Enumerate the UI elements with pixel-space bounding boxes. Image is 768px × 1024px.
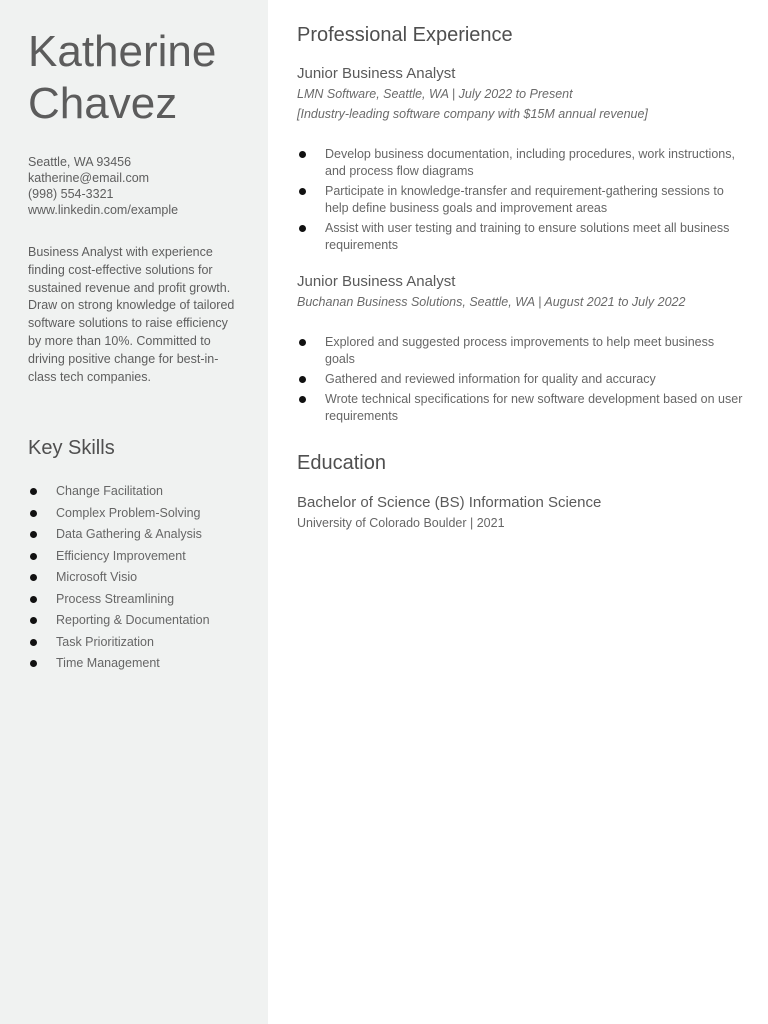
skill-item: [28, 483, 210, 505]
job-bullet: [297, 183, 747, 217]
job-bullets: [297, 334, 747, 428]
bullet-text: Gathered and reviewed information for quality and accuracy: [325, 372, 656, 386]
skills-list: [28, 483, 210, 677]
contact-email[interactable]: katherine@email.com: [28, 171, 150, 185]
bullet-icon: [299, 396, 306, 403]
skill-label: Process Streamlining: [56, 591, 175, 606]
skill-item: [28, 655, 210, 677]
skill-label: Time Management: [56, 656, 160, 670]
job-title: Junior Business Analyst: [297, 273, 456, 290]
bullet-icon: [299, 339, 306, 346]
bullet-icon: [30, 574, 37, 581]
skill-label: Task Prioritization: [56, 634, 154, 649]
bullet-icon: [299, 225, 306, 232]
skills-heading: Key Skills: [28, 437, 115, 459]
skill-item: [28, 526, 210, 548]
bullet-icon: [30, 553, 37, 560]
skill-label: Reporting & Documentation: [56, 613, 210, 627]
bullet-icon: [299, 188, 306, 195]
job-bullet: [297, 220, 747, 254]
candidate-name: [28, 26, 258, 130]
contact-location: Seattle, WA 93456: [28, 155, 132, 169]
job-bullet: [297, 371, 747, 388]
profile-summary: Business Analyst with experience finding cost-effective solutions for sustained revenue and profit growth. Draw on strong knowledge of tailored software solutions to raise efficiency by more than 10%. Committed to driving positive change for best-in-class tech companies.: [28, 245, 235, 384]
contact-linkedin[interactable]: www.linkedin.com/example: [28, 203, 179, 217]
skill-item: [28, 569, 210, 591]
name-last: Chavez: [28, 79, 178, 128]
skill-item: [28, 548, 210, 570]
job-company-note: [Industry-leading software company with $15M annual revenue]: [297, 107, 648, 121]
skill-item: [28, 634, 210, 656]
job-bullet: [297, 146, 747, 180]
job-bullet: [297, 334, 747, 368]
education-degree: Bachelor of Science (BS) Information Science: [297, 494, 602, 511]
bullet-icon: [30, 660, 37, 667]
bullet-icon: [30, 510, 37, 517]
skill-label: Efficiency Improvement: [56, 548, 186, 563]
bullet-text: Develop business documentation, including procedures, work instructions, and process flow diagrams: [325, 147, 735, 178]
education-heading: Education: [297, 452, 386, 474]
bullet-icon: [30, 531, 37, 538]
job-company-dates: LMN Software, Seattle, WA | July 2022 to Present: [297, 87, 573, 101]
job-company-dates: Buchanan Business Solutions, Seattle, WA | August 2021 to July 2022: [297, 295, 686, 309]
job-bullet: [297, 391, 747, 425]
skill-label: Microsoft Visio: [56, 570, 138, 584]
contact-info: [28, 154, 178, 218]
skill-label: Change Facilitation: [56, 484, 164, 498]
skill-label: Complex Problem-Solving: [56, 505, 201, 520]
bullet-icon: [30, 596, 37, 603]
job-bullets: [297, 146, 747, 257]
skill-label: Data Gathering & Analysis: [56, 527, 202, 541]
contact-phone: (998) 554-3321: [28, 187, 114, 201]
name-first: Katherine: [28, 27, 217, 76]
bullet-icon: [30, 488, 37, 495]
sidebar: [0, 0, 268, 1024]
bullet-text: Explored and suggested process improvements to help meet business goals: [325, 335, 715, 366]
skill-item: [28, 612, 210, 634]
skill-item: [28, 505, 210, 527]
bullet-text: Wrote technical specifications for new software development based on user requirements: [325, 392, 743, 423]
bullet-icon: [299, 376, 306, 383]
bullet-icon: [30, 617, 37, 624]
skill-item: [28, 591, 210, 613]
bullet-text: Assist with user testing and training to ensure solutions meet all business requirements: [325, 221, 730, 252]
job-title: Junior Business Analyst: [297, 65, 456, 82]
education-school: University of Colorado Boulder | 2021: [297, 516, 505, 530]
bullet-icon: [299, 151, 306, 158]
bullet-text: Participate in knowledge-transfer and requirement-gathering sessions to help define business goals and improvement areas: [325, 184, 724, 215]
experience-heading: Professional Experience: [297, 24, 513, 46]
bullet-icon: [30, 639, 37, 646]
